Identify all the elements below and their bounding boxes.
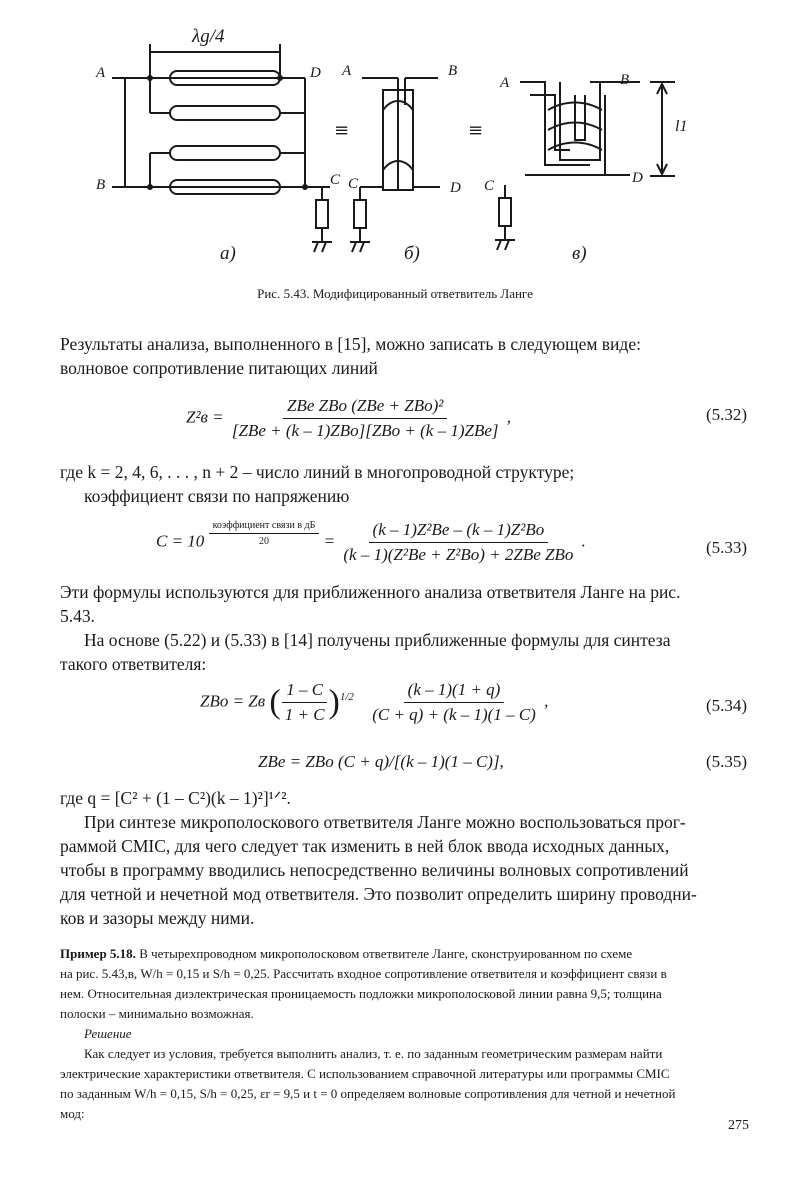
paragraph-1-line-1: Результаты анализа, выполненного в [15], можно записать в следующем виде: [60, 334, 641, 354]
example-line-1 [60, 944, 760, 964]
eq-534-paren-den: 1 + C [284, 705, 325, 724]
port-b-label-b: B [448, 63, 458, 79]
port-a-label-a: A [96, 65, 106, 81]
eq-533-equals: = [323, 531, 336, 551]
example-line-2: на рис. 5.43,в, W/h = 0,15 и S/h = 0,25. Рассчитать входное сопротивление ответвителя и коэффициент связи в [60, 966, 667, 981]
eq-534-power: 1/2 [339, 690, 354, 703]
example-line-1-text: В четырехпроводном микрополосковом ответвителе Ланге, сконструированном по схеме [139, 946, 633, 961]
equation-5-32 [186, 396, 511, 441]
eq-534-denominator: (C + q) + (k – 1)(1 – C) [372, 705, 536, 724]
l1-label: l1 [675, 118, 688, 135]
equiv-sign-2: ≡ [468, 120, 484, 141]
eq-532-fraction [228, 396, 503, 441]
subfigure-b-label: б) [404, 243, 420, 264]
paragraph-4-line-1: Эти формулы используются для приближенного анализа ответвителя Ланге на рис. [60, 582, 681, 602]
port-b-label-a: B [96, 177, 106, 193]
eq-534-paren-fraction [281, 680, 329, 725]
port-c-label-c: C [484, 178, 495, 194]
eq-532-number: (5.32) [706, 405, 748, 424]
paragraph-3: коэффициент связи по напряжению [84, 486, 350, 506]
port-c-label-b: C [348, 176, 359, 192]
subfigure-v-label: в) [572, 243, 587, 264]
port-b-label-c: B [620, 72, 630, 88]
eq-533-exponent-den: 20 [258, 536, 269, 547]
port-a-label-c: A [500, 75, 510, 91]
example-title: Пример 5.18. [60, 946, 136, 961]
resistor-a [316, 200, 328, 228]
paragraph-7-line-5: ков и зазоры между ними. [60, 908, 255, 928]
eq-534-number: (5.34) [706, 696, 748, 715]
eq-533-lhs: C = 10 [156, 531, 205, 551]
paragraph-2: где k = 2, 4, 6, . . . , n + 2 – число линий в многопроводной структуре; [60, 462, 575, 482]
eq-534-paren-num: 1 – C [282, 680, 327, 703]
example-line-4: полоски – минимально возможная. [60, 1006, 254, 1021]
paragraph-7-line-1: При синтезе микрополоскового ответвителя Ланге можно воспользоваться прог- [84, 812, 686, 832]
eq-533-fraction [339, 520, 577, 565]
solution-line-2: электрические характеристики ответвителя. С использованием справочной литературы или программы CMIC [60, 1066, 670, 1081]
paragraph-5-line-2: такого ответвителя: [60, 654, 207, 674]
paragraph-7-line-4: для четной и нечетной мод ответвителя. Это позволит определить ширину проводни- [60, 884, 697, 904]
finger-2 [560, 82, 600, 160]
solution-line-4: мод: [60, 1106, 85, 1121]
figure-caption: Рис. 5.43. Модифицированный ответвитель Ланге [257, 286, 533, 301]
equiv-sign-1: ≡ [334, 120, 350, 141]
eq-534-fraction [368, 680, 540, 725]
paragraph-4-line-2: 5.43. [60, 606, 95, 626]
equation-5-34: ZBo = Zв ( $\frac{1 - C}{1 + C}$ )$^{1/2}$ $\frac{(k - 1)(1 + q)}{(C + q) + (k - 1)(1 - C)}$ , [200, 680, 549, 724]
eq-535-number: (5.35) [706, 752, 748, 771]
paragraph-7-line-3: чтобы в программу вводились непосредственно величины волновых сопротивлений [60, 860, 689, 880]
solution-line-3: по заданным W/h = 0,15, S/h = 0,25, εr = 9,5 и t = 0 определяем волновые сопротивления для четной и нечетной [60, 1086, 676, 1101]
eq-533-denominator: (k – 1)(Z²Be + Z²Bo) + 2ZBe ZBo [343, 545, 574, 564]
paragraph-6: где q = [C² + (1 – C²)(k – 1)²]¹ᐟ². [60, 788, 291, 808]
eq-534-numerator: (k – 1)(1 + q) [404, 680, 505, 703]
solution-label: Решение [84, 1026, 132, 1041]
port-d-label-a: D [310, 65, 321, 81]
paragraph-7-line-2: раммой CMIC, для чего следует так изменить в ней блок ввода исходных данных, [60, 836, 670, 856]
strip-2 [170, 106, 280, 120]
port-c-label-a: C [330, 172, 341, 188]
example-line-3: нем. Относительная диэлектрическая проницаемость подложки микрополосковой линии равна 9,5; толщина [60, 986, 662, 1001]
lambda-label: λg/4 [192, 26, 225, 47]
solution-line-1: Как следует из условия, требуется выполнить анализ, т. е. по заданным геометрическим размерам найти [84, 1046, 663, 1061]
eq-533-exponent-num: коэффициент связи в дБ [209, 520, 320, 534]
equation-5-35: ZBe = ZBo (C + q)/[(k – 1)(1 – C)], [258, 752, 504, 771]
eq-533-numerator: (k – 1)Z²Be – (k – 1)Z²Bo [369, 520, 549, 543]
eq-532-numerator: ZBe ZBo (ZBe + ZBo)² [283, 396, 447, 419]
subfigure-a-label: а) [220, 243, 236, 264]
eq-534-tail: , [544, 691, 549, 711]
paragraph-1-line-2: волновое сопротивление питающих линий [60, 358, 378, 378]
eq-533-number: (5.33) [706, 538, 748, 557]
eq-534-lhs: ZBo = Zв [200, 691, 266, 711]
equation-5-33 [156, 520, 586, 565]
eq-533-tail: . [581, 531, 586, 551]
page-number: 275 [728, 1118, 749, 1133]
figure-lange-coupler [0, 0, 790, 300]
strip-3 [170, 146, 280, 160]
eq-532-lhs: Z²в = [186, 407, 224, 427]
port-d-label-b: D [450, 180, 461, 196]
eq-532-denominator: [ZBe + (k – 1)ZBo][ZBo + (k – 1)ZBe] [231, 421, 499, 440]
paragraph-5-line-1: На основе (5.22) и (5.33) в [14] получены приближенные формулы для синтеза [84, 630, 671, 650]
eq-532-tail: , [506, 407, 511, 427]
port-d-label-c: D [632, 170, 643, 186]
eq-533-exponent [209, 520, 320, 547]
port-a-label-b: A [342, 63, 352, 79]
